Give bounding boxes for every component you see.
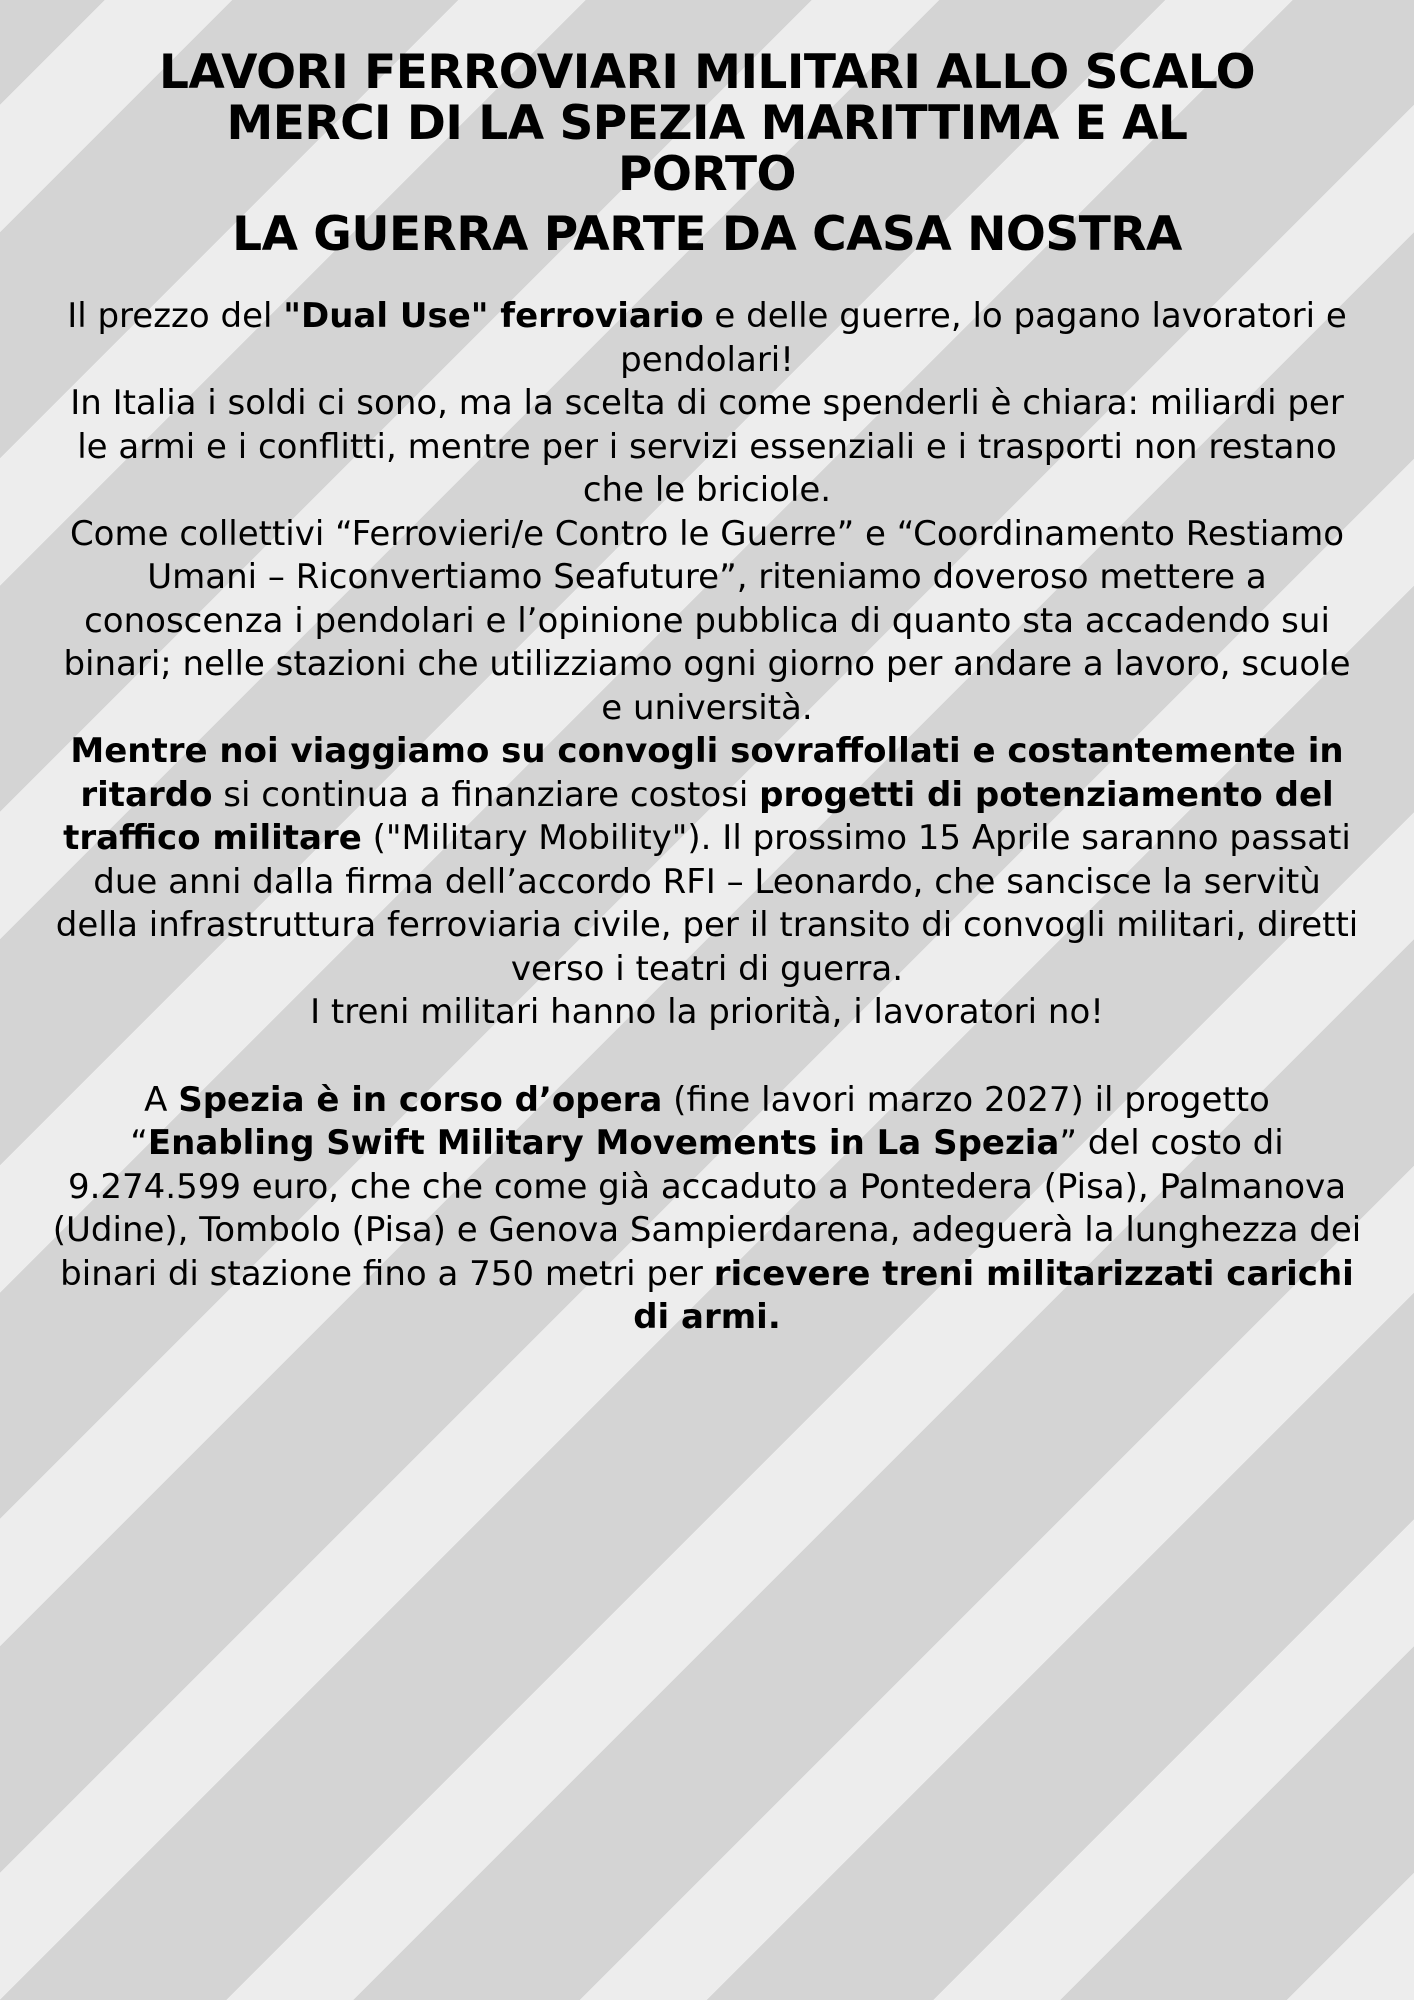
headline-line-1: LAVORI FERROVIARI MILITARI ALLO SCALO xyxy=(158,45,1256,100)
headline-line-3: PORTO xyxy=(618,146,796,202)
paragraph-collettivi: Come collettivi “Ferrovieri/e Contro le Guerre” e “Coordinamento Restiamo Umani – Riconvertiamo Seafuture”, riteniamo doveroso mettere a conoscenza i pendolari e l’opinione pubblica di quanto sta accadendo sui binari; nelle stazioni che utilizziamo ogni giorno per andare a lavoro, scuole e università. xyxy=(63,513,1351,728)
page-title xyxy=(52,45,1362,263)
paragraph-priorita: I treni militari hanno la priorità, i lavoratori no! xyxy=(310,992,1104,1033)
paragraph-intro: Il prezzo del "Dual Use" ferroviario e delle guerre, lo pagano lavoratori e pendolari! xyxy=(67,296,1347,380)
paragraph-spezia: A Spezia è in corso d’opera (fine lavori marzo 2027) il progetto “Enabling Swift Military Movements in La Spezia” del costo di 9.274.599 euro, che che come già accaduto a Pontedera (Pisa), Palmanova (Udine), Tombolo (Pisa) e Genova Sampierdarena, adeguerà la lunghezza dei binari di stazione fino a 750 metri per ricevere treni militarizzati carichi di armi. xyxy=(52,1079,1362,1338)
paragraph-spacer xyxy=(52,1035,1362,1079)
headline-line-2: MERCI DI LA SPEZIA MARITTIMA E AL xyxy=(226,95,1188,151)
headline-line-4: LA GUERRA PARTE DA CASA NOSTRA xyxy=(232,207,1182,263)
body-text xyxy=(52,295,1362,1340)
paragraph-convogli: Mentre noi viaggiamo su convogli sovraffollati e costantemente in ritardo si continua a finanziare costosi progetti di potenziamento del traffico militare ("Military Mobility"). Il prossimo 15 Aprile saranno passati due anni dalla firma dell’accordo RFI – Leonardo, che sancisce la servitù della infrastruttura ferroviaria civile, per il transito di convogli militari, diretti verso i teatri di guerra. xyxy=(55,731,1359,989)
paragraph-italia-soldi: In Italia i soldi ci sono, ma la scelta di come spenderli è chiara: miliardi per le armi e i conflitti, mentre per i servizi essenziali e i trasporti non restano che le briciole. xyxy=(70,383,1344,511)
